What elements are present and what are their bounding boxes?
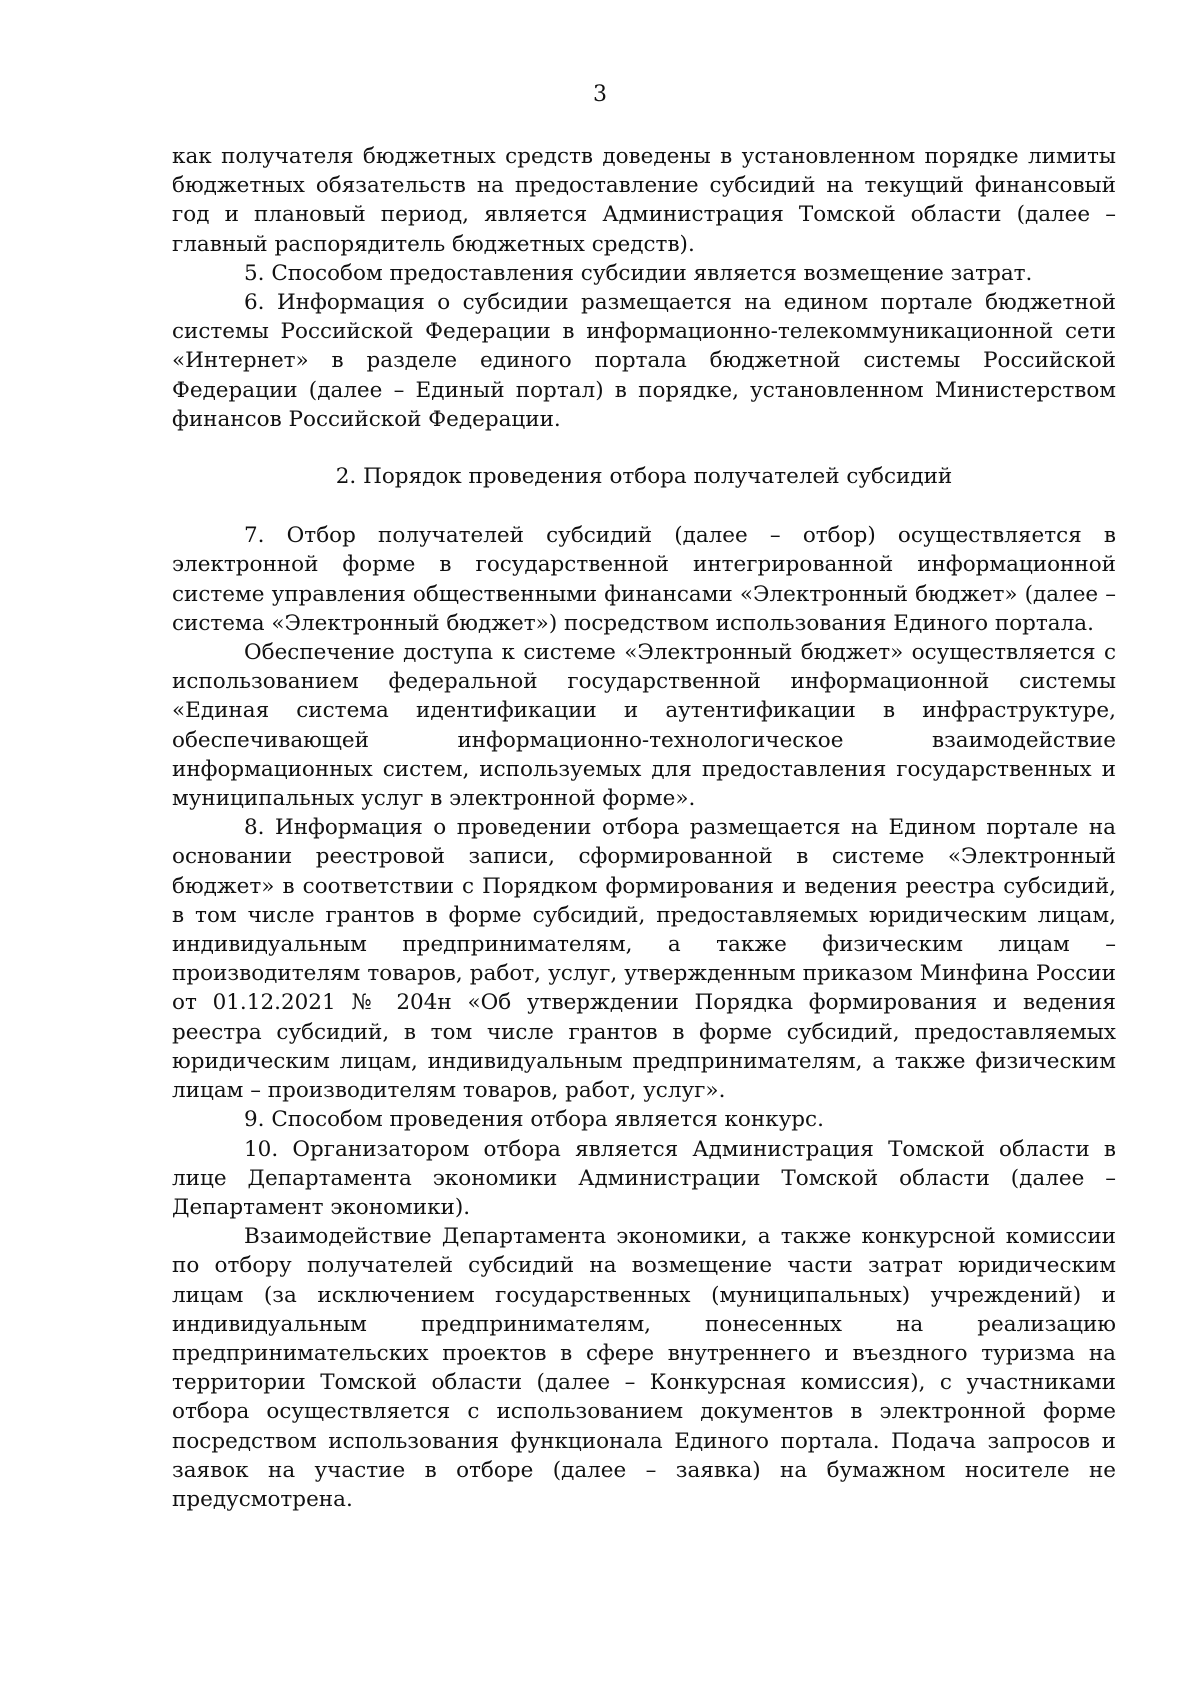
paragraph-continuation: как получателя бюджетных средств доведены в установленном порядке лимиты бюджетных обязательств на предоставление субсидий на текущий финансовый год и плановый период, является Администрация Томской области (далее – главный распорядитель бюджетных средств). — [172, 144, 1116, 257]
paragraph-10-interaction: Взаимодействие Департамента экономики, а также конкурсной комиссии по отбору получателей субсидий на возмещение части затрат юридическим лицам (за исключением государственных (муниципальных) учреждений) и индивидуальным предпринимателям, понесенных на реализацию предпринимательских проектов в сфере внутреннего и въездного туризма на территории Томской области (далее – Конкурсная комиссия), с участниками отбора осуществляется с использованием документов в электронной форме посредством использования функционала Единого портала. Подача запросов и заявок на участие в отборе (далее – заявка) на бумажном носителе не предусмотрена. — [172, 1224, 1116, 1512]
paragraph-6: 6. Информация о субсидии размещается на едином портале бюджетной системы Российской Федерации в информационно-телекоммуникационной сети «Интернет» в разделе единого портала бюджетной системы Российской Федерации (далее – Единый портал) в порядке, установленном Министерством финансов Российской Федерации. — [172, 290, 1116, 432]
paragraph-8: 8. Информация о проведении отбора размещается на Едином портале на основании реестровой записи, сформированной в системе «Электронный бюджет» в соответствии с Порядком формирования и ведения реестра субсидий, в том числе грантов в форме субсидий, предоставляемых юридическим лицам, индивидуальным предпринимателям, а также физическим лицам – производителям товаров, работ, услуг, утвержденным приказом Минфина России от 01.12.2021 № 204н «Об утверждении Порядка формирования и ведения реестра субсидий, в том числе грантов в форме субсидий, предоставляемых юридическим лицам, индивидуальным предпринимателям, а также физическим лицам – производителям товаров, работ, услуг». — [172, 815, 1116, 1104]
paragraph-7: 7. Отбор получателей субсидий (далее – отбор) осуществляется в электронной форме в государственной интегрированной информационной системе управления общественными финансами «Электронный бюджет» (далее – система «Электронный бюджет») посредством использования Единого портала. — [172, 523, 1116, 636]
paragraph-10: 10. Организатором отбора является Администрация Томской области в лице Департамента экономики Администрации Томской области (далее – Департамент экономики). — [172, 1136, 1116, 1220]
paragraph-5: 5. Способом предоставления субсидии является возмещение затрат. — [244, 260, 1033, 286]
section-heading: 2. Порядок проведения отбора получателей субсидий — [335, 464, 953, 490]
paragraph-9: 9. Способом проведения отбора является конкурс. — [244, 1107, 824, 1133]
document-body — [172, 142, 1116, 1514]
page-number: 3 — [593, 82, 607, 107]
paragraph-7-access: Обеспечение доступа к системе «Электронный бюджет» осуществляется с использованием федеральной государственной информационной системы «Единая система идентификации и аутентификации в инфраструктуре, обеспечивающей информационно-технологическое взаимодействие информационных систем, используемых для предоставления государственных и муниципальных услуг в электронной форме». — [172, 640, 1116, 812]
